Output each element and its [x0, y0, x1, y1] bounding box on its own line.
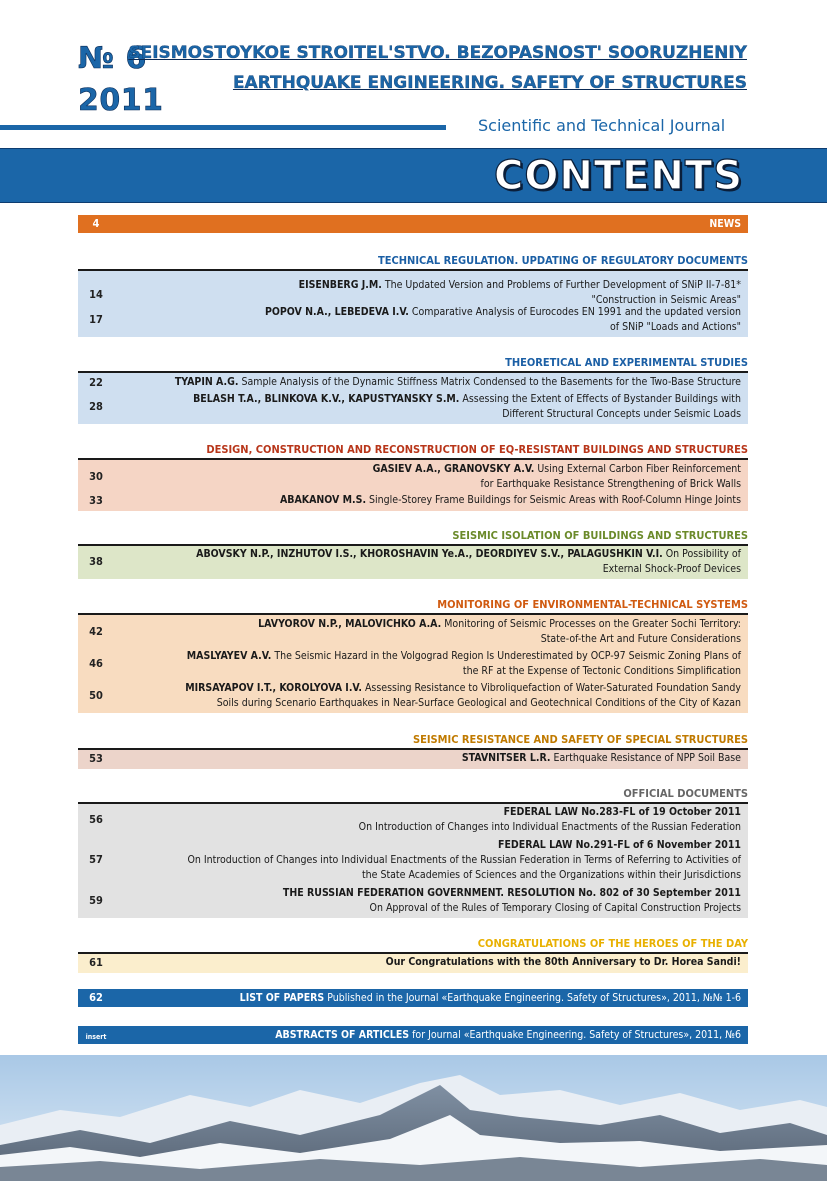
article-title: On Possibility of: [665, 548, 741, 560]
article-entry[interactable]: [78, 751, 748, 767]
article-entry[interactable]: [78, 681, 748, 711]
page-number: 22: [89, 376, 103, 389]
journal-title-ru: SEISMOSTOYKOE STROITEL'STVO. BEZOPASNOST' SOORUZHENIY: [128, 43, 747, 63]
article-entry[interactable]: [78, 392, 748, 422]
article-entry[interactable]: [78, 649, 748, 679]
page-number: 33: [89, 494, 103, 507]
article-title: Single-Storey Frame Buildings for Seismic Areas with Roof-Column Hinge Joints: [369, 494, 741, 506]
article-title-cont: "Construction in Seismic Areas": [591, 294, 741, 306]
issue-number: № 6: [78, 41, 147, 76]
article-title: The Updated Version and Problems of Further Development of SNiP II-7-81*: [384, 279, 741, 291]
page-number: 28: [89, 400, 103, 413]
issue-year: 2011: [78, 83, 164, 118]
article-title-cont: State-of-the Art and Future Considerations: [540, 633, 741, 645]
article-authors: ABOVSKY N.P., INZHUTOV I.S., KHOROSHAVIN Ye.A., DEORDIYEV S.V., PALAGUSHKIN V.I.: [196, 548, 663, 560]
page-number: 30: [89, 470, 103, 483]
article-title-line: [386, 955, 741, 969]
article-title-line: [187, 649, 741, 663]
article-authors: EISENBERG J.M.: [298, 279, 382, 291]
news-label: NEWS: [709, 218, 741, 230]
article-authors: FEDERAL LAW No.291-FL of 6 November 2011: [497, 839, 741, 851]
article-authors: POPOV N.A., LEBEDEVA I.V.: [264, 306, 409, 318]
article-title-cont: the RF at the Expense of Tectonic Conditions Simplification: [462, 665, 741, 677]
section-heading: CONGRATULATIONS OF THE HEROES OF THE DAY: [477, 937, 748, 950]
section-heading: OFFICIAL DOCUMENTS: [623, 787, 748, 800]
article-title-line: [462, 751, 741, 765]
article-title-line: [504, 805, 741, 819]
section-heading: THEORETICAL AND EXPERIMENTAL STUDIES: [505, 356, 748, 369]
article-title: Monitoring of Seismic Processes on the Greater Sochi Territory:: [444, 618, 741, 630]
article-title-line: [299, 278, 741, 292]
page-number: 50: [89, 689, 103, 702]
article-title-cont: for Earthquake Resistance Strengthening of Brick Walls: [480, 478, 741, 490]
article-authors: GASIEV A.A., GRANOVSKY A.V.: [372, 463, 535, 475]
journal-title-en: EARTHQUAKE ENGINEERING. SAFETY OF STRUCTURES: [232, 73, 747, 93]
page-number: 57: [89, 853, 103, 866]
news-row[interactable]: [78, 215, 748, 233]
list-of-papers-text: LIST OF PAPERS Published in the Journal «Earthquake Engineering. Safety of Structures», 2011, №№ 1-6: [239, 992, 741, 1004]
list-of-papers-row[interactable]: [78, 989, 748, 1007]
section-heading: DESIGN, CONSTRUCTION AND RECONSTRUCTION OF EQ-RESISTANT BUILDINGS AND STRUCTURES: [206, 443, 748, 456]
page-number: 56: [89, 813, 103, 826]
article-entry[interactable]: [78, 493, 748, 509]
header-divider: [0, 125, 446, 130]
article-title-cont: On Introduction of Changes into Individual Enactments of the Russian Federation: [358, 821, 741, 833]
article-title-cont: of SNiP "Loads and Actions": [610, 321, 741, 333]
article-title-line: [280, 493, 741, 507]
article-entry[interactable]: [78, 955, 748, 971]
article-title-line: [373, 462, 741, 476]
article-title-line: [283, 886, 741, 900]
article-authors: MASLYAYEV A.V.: [186, 650, 272, 662]
article-title: Assessing Resistance to Vibroliquefaction of Water-Saturated Foundation Sandy: [364, 682, 741, 694]
article-authors: BELASH T.A., BLINKOVA K.V., KAPUSTYANSKY S.M.: [193, 393, 460, 405]
page-number: 46: [89, 657, 103, 670]
contents-banner: [0, 148, 827, 203]
section-heading: MONITORING OF ENVIRONMENTAL-TECHNICAL SYSTEMS: [437, 598, 748, 611]
article-title-line: [193, 392, 741, 406]
section-heading: SEISMIC RESISTANCE AND SAFETY OF SPECIAL STRUCTURES: [412, 733, 748, 746]
article-entry[interactable]: [78, 547, 748, 577]
insert-label: insert: [85, 1033, 107, 1041]
section-heading: TECHNICAL REGULATION. UPDATING OF REGULATORY DOCUMENTS: [377, 254, 748, 267]
article-authors: TYAPIN A.G.: [174, 376, 239, 388]
article-title: Earthquake Resistance of NPP Soil Base: [553, 752, 741, 764]
page-number: 42: [89, 625, 103, 638]
article-title-line: [175, 375, 741, 389]
section-heading: SEISMIC ISOLATION OF BUILDINGS AND STRUCTURES: [452, 529, 748, 542]
article-title: Assessing the Extent of Effects of Bystander Buildings with: [462, 393, 741, 405]
article-title-cont: the State Academies of Sciences and the Organizations within their Jurisdictions: [361, 869, 741, 881]
article-authors: Our Congratulations with the 80th Anniversary to Dr. Horea Sandi!: [385, 956, 741, 968]
article-title: The Seismic Hazard in the Volgograd Region Is Underestimated by OCP-97 Seismic Zoning Plans of: [274, 650, 741, 662]
article-entry[interactable]: [78, 617, 748, 647]
article-title-line: [498, 838, 741, 852]
article-title: Comparative Analysis of Eurocodes EN 1991 and the updated version: [411, 306, 741, 318]
article-title: Sample Analysis of the Dynamic Stiffness Matrix Condensed to the Basements for the Two-Base Structure: [241, 376, 741, 388]
article-title-line: [185, 681, 741, 695]
page-number: 4: [92, 217, 100, 230]
article-title: Using External Carbon Fiber Reinforcement: [537, 463, 741, 475]
article-authors: MIRSAYAPOV I.T., KOROLYOVA I.V.: [185, 682, 362, 694]
article-authors: LAVYOROV N.P., MALOVICHKO A.A.: [258, 618, 442, 630]
page-number: 59: [89, 894, 103, 907]
article-entry[interactable]: [78, 462, 748, 492]
article-entry[interactable]: [78, 886, 748, 916]
article-authors: THE RUSSIAN FEDERATION GOVERNMENT. RESOLUTION No. 802 of 30 September 2011: [282, 887, 741, 899]
article-entry[interactable]: [78, 805, 748, 835]
article-title-cont: External Shock-Proof Devices: [602, 563, 741, 575]
page-number: 38: [89, 555, 103, 568]
article-title-line: [196, 547, 741, 561]
article-title-cont: On Introduction of Changes into Individual Enactments of the Russian Federation in Terms of Referring to Activities of: [187, 854, 741, 866]
article-entry[interactable]: [78, 838, 748, 882]
article-entry[interactable]: [78, 305, 748, 335]
article-authors: FEDERAL LAW No.283-FL of 19 October 2011: [503, 806, 741, 818]
article-title-cont: On Approval of the Rules of Temporary Closing of Capital Construction Projects: [369, 902, 741, 914]
article-title-cont: Soils during Scenario Earthquakes in Near-Surface Geological and Geotechnical Conditions of the City of Kazan: [216, 697, 741, 709]
article-title-line: [265, 305, 741, 319]
page-number: 53: [89, 752, 103, 765]
page-number: 17: [89, 313, 103, 326]
article-title-cont: Different Structural Concepts under Seismic Loads: [502, 408, 741, 420]
article-title-line: [258, 617, 741, 631]
page-number: 14: [89, 288, 103, 301]
mountain-photo: [0, 1055, 827, 1181]
article-authors: ABAKANOV M.S.: [279, 494, 367, 506]
abstracts-text: ABSTRACTS OF ARTICLES for Journal «Earthquake Engineering. Safety of Structures», 2011, №6: [275, 1029, 741, 1041]
contents-title: CONTENTS: [493, 153, 743, 199]
page-number: 62: [89, 991, 103, 1004]
journal-subtitle: Scientific and Technical Journal: [478, 116, 726, 135]
article-authors: STAVNITSER L.R.: [461, 752, 551, 764]
page-number: 61: [89, 956, 103, 969]
article-entry[interactable]: [78, 375, 748, 391]
abstracts-row[interactable]: [78, 1026, 748, 1044]
